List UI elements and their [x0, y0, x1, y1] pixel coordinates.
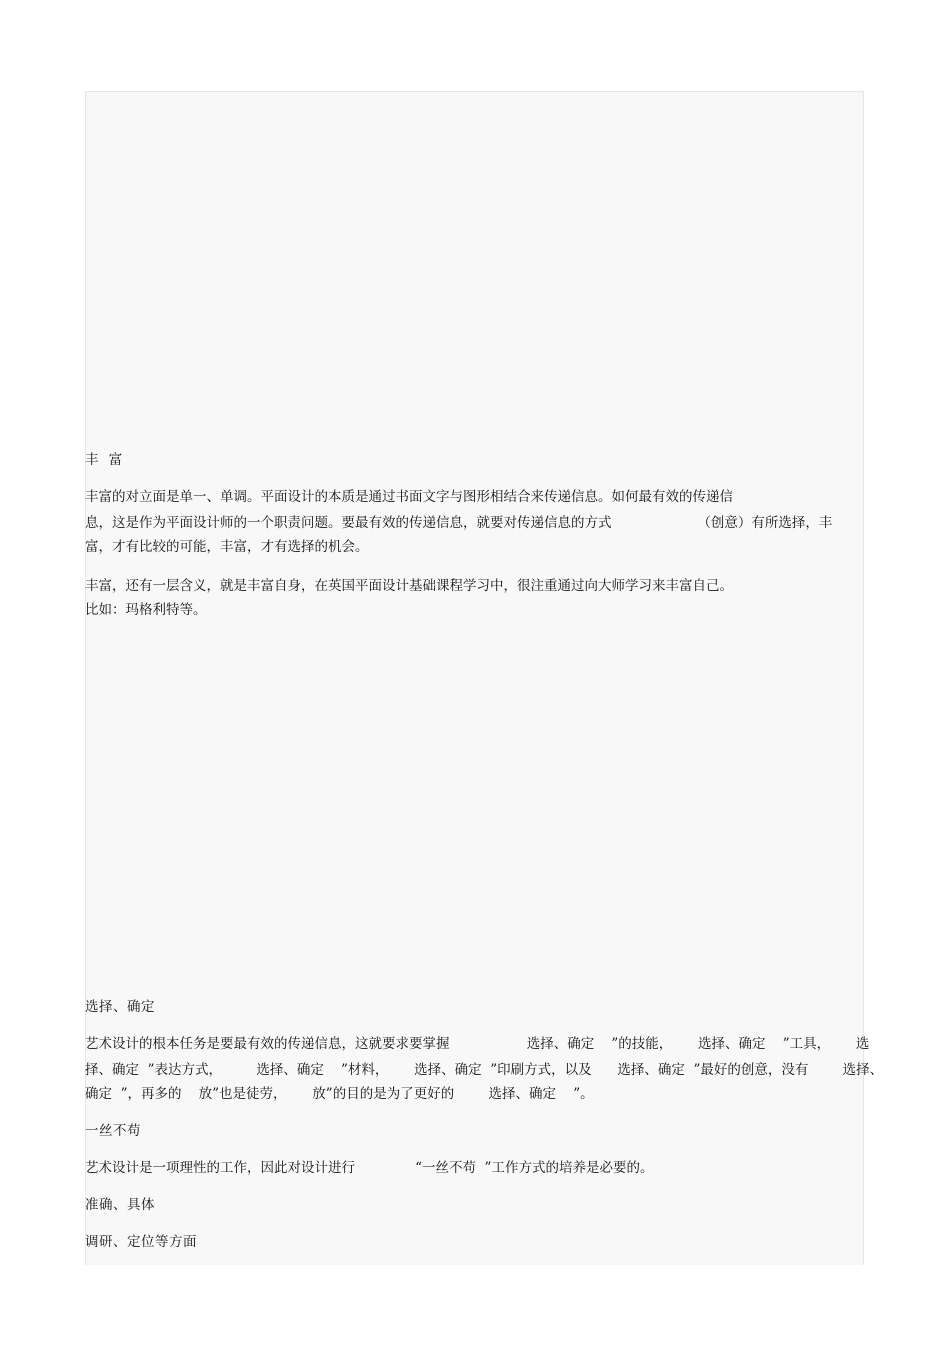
paragraph-line: 富，才有比较的可能，丰富，才有选择的机会。 — [85, 539, 369, 555]
paragraph-line: 艺术设计是一项理性的工作，因此对设计进行 “一丝不苟 ”工作方式的培养是必要的。 — [85, 1160, 654, 1176]
section-heading-richness: 丰 富 — [85, 452, 123, 468]
paragraph-line: 择、确定 ”表达方式， 选择、确定 ”材料， 选择、确定 ”印刷方式，以及 选择、确定 ”最好的创意，没有 选择、 — [85, 1062, 884, 1078]
section-heading-research-positioning: 调研、定位等方面 — [85, 1234, 197, 1250]
section-heading-accurate-specific: 准确、具体 — [85, 1197, 155, 1213]
section-heading-meticulous: 一丝不苟 — [85, 1123, 141, 1139]
paragraph-line: 比如：玛格利特等。 — [85, 602, 207, 618]
paragraph-line: 息，这是作为平面设计师的一个职责问题。要最有效的传递信息，就要对传递信息的方式 （创意）有所选择，丰 — [85, 515, 833, 531]
section-heading-choose-determine: 选择、确定 — [85, 999, 155, 1015]
paragraph-line: 丰富，还有一层含义，就是丰富自身，在英国平面设计基础课程学习中，很注重通过向大师学习来丰富自己。 — [85, 578, 733, 594]
paragraph-line: 艺术设计的根本任务是要最有效的传递信息，这就要求要掌握 选择、确定 ”的技能， 选择、确定 ”工具， 选 — [85, 1036, 870, 1052]
paragraph-line: 丰富的对立面是单一、单调。平面设计的本质是通过书面文字与图形相结合来传递信息。如何最有效的传递信 — [85, 489, 733, 505]
paragraph-line: 确定 ”，再多的 放”也是徒劳， 放”的目的是为了更好的 选择、确定 ”。 — [85, 1086, 594, 1102]
